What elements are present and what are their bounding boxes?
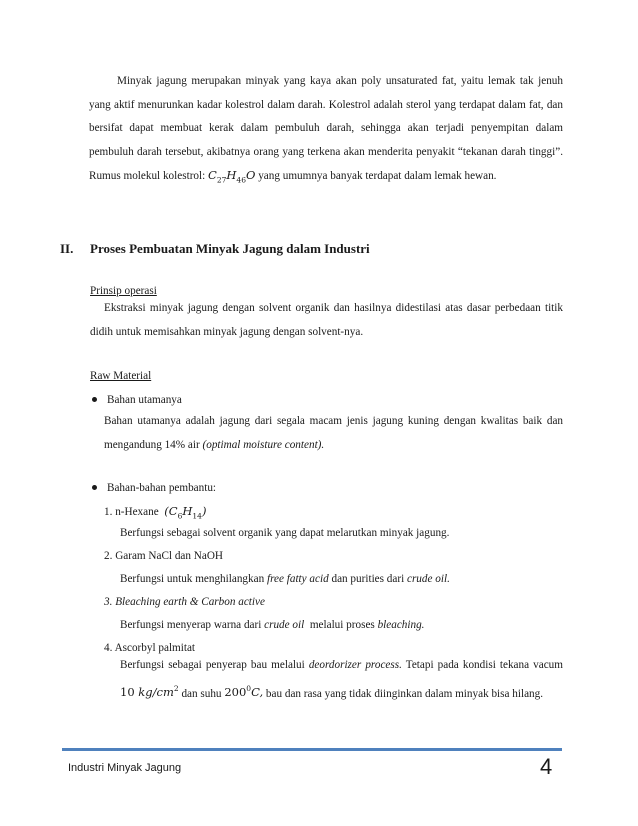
- item-ascorbyl-desc: Berfungsi sebagai penyerap bau melalui deordorizer process. Tetapi pada kondisi tekana vacum 10 $kg/cm^2$ dan suhu $200^0C$, bau dan rasa yang tidak diinginkan dalam minyak bisa hilang.: [120, 659, 563, 700]
- prinsip-paragraph: Ekstraksi minyak jagung dengan solvent organik dan hasilnya didestilasi atas dasar perbedaan titik didih untuk memisahkan minyak jagung dengan solvent-nya.: [90, 302, 563, 338]
- item-n-hexane-desc: Berfungsi sebagai solvent organik yang dapat melarutkan minyak jagung.: [120, 527, 450, 539]
- page-number: 4: [540, 754, 553, 779]
- raw-material-label: Raw Material: [90, 370, 152, 382]
- item-n-hexane: 1. n-Hexane $(C_6H_{14})$: [104, 504, 207, 521]
- item-ascorbyl: 4. Ascorbyl palmitat: [104, 642, 196, 654]
- item-bleaching-desc: Berfungsi menyerap warna dari crude oil melalui proses bleaching.: [120, 619, 425, 631]
- bullet-bahan-pembantu: Bahan-bahan pembantu:: [92, 482, 216, 494]
- footer-title: Industri Minyak Jagung: [68, 762, 182, 774]
- intro-tail: yang umumnya banyak terdapat dalam lemak hewan.: [258, 170, 497, 182]
- section-title: Proses Pembuatan Minyak Jagung dalam Industri: [90, 241, 370, 256]
- item-garam-desc: Berfungsi untuk menghilangkan free fatty acid dan purities dari crude oil.: [120, 573, 450, 585]
- item-garam: 2. Garam NaCl dan NaOH: [104, 550, 223, 562]
- intro-text: Minyak jagung merupakan minyak yang kaya akan poly unsaturated fat, yaitu lemak tak jenuh yang aktif menurunkan kadar kolestrol dalam darah. Kolestrol adalah sterol yang terdapat dalam fat, dan bersifat dapat membuat kerak dalam pembuluh darah, sehingga akan terjadi penyempitan dalam pembuluh darah tersebut, akibatnya orang yang terkena akan menderita penyakit “tekanan darah tinggi”. Rumus molekul kolestrol:: [89, 75, 563, 182]
- bahan-utama-paragraph: Bahan utamanya adalah jagung dari segala macam jenis jagung kuning dengan kwalitas baik dan mengandung 14% air (optimal moisture content).: [104, 415, 563, 451]
- footer-rule: [62, 748, 562, 751]
- prinsip-label: Prinsip operasi: [90, 285, 157, 297]
- cholesterol-formula: $C_{27}H_{46}O$: [208, 168, 256, 185]
- temperature-value: $200^0C$,: [224, 684, 264, 700]
- item-bleaching: 3. Bleaching earth & Carbon active: [104, 596, 265, 608]
- vacuum-value: 10 $kg/cm^2$: [120, 684, 179, 700]
- bullet-bahan-utama: Bahan utamanya: [92, 394, 182, 406]
- hexane-formula: $(C_6H_{14})$: [164, 504, 207, 521]
- section-heading: [60, 241, 370, 257]
- intro-paragraph: [89, 70, 563, 192]
- section-number: II.: [60, 241, 74, 256]
